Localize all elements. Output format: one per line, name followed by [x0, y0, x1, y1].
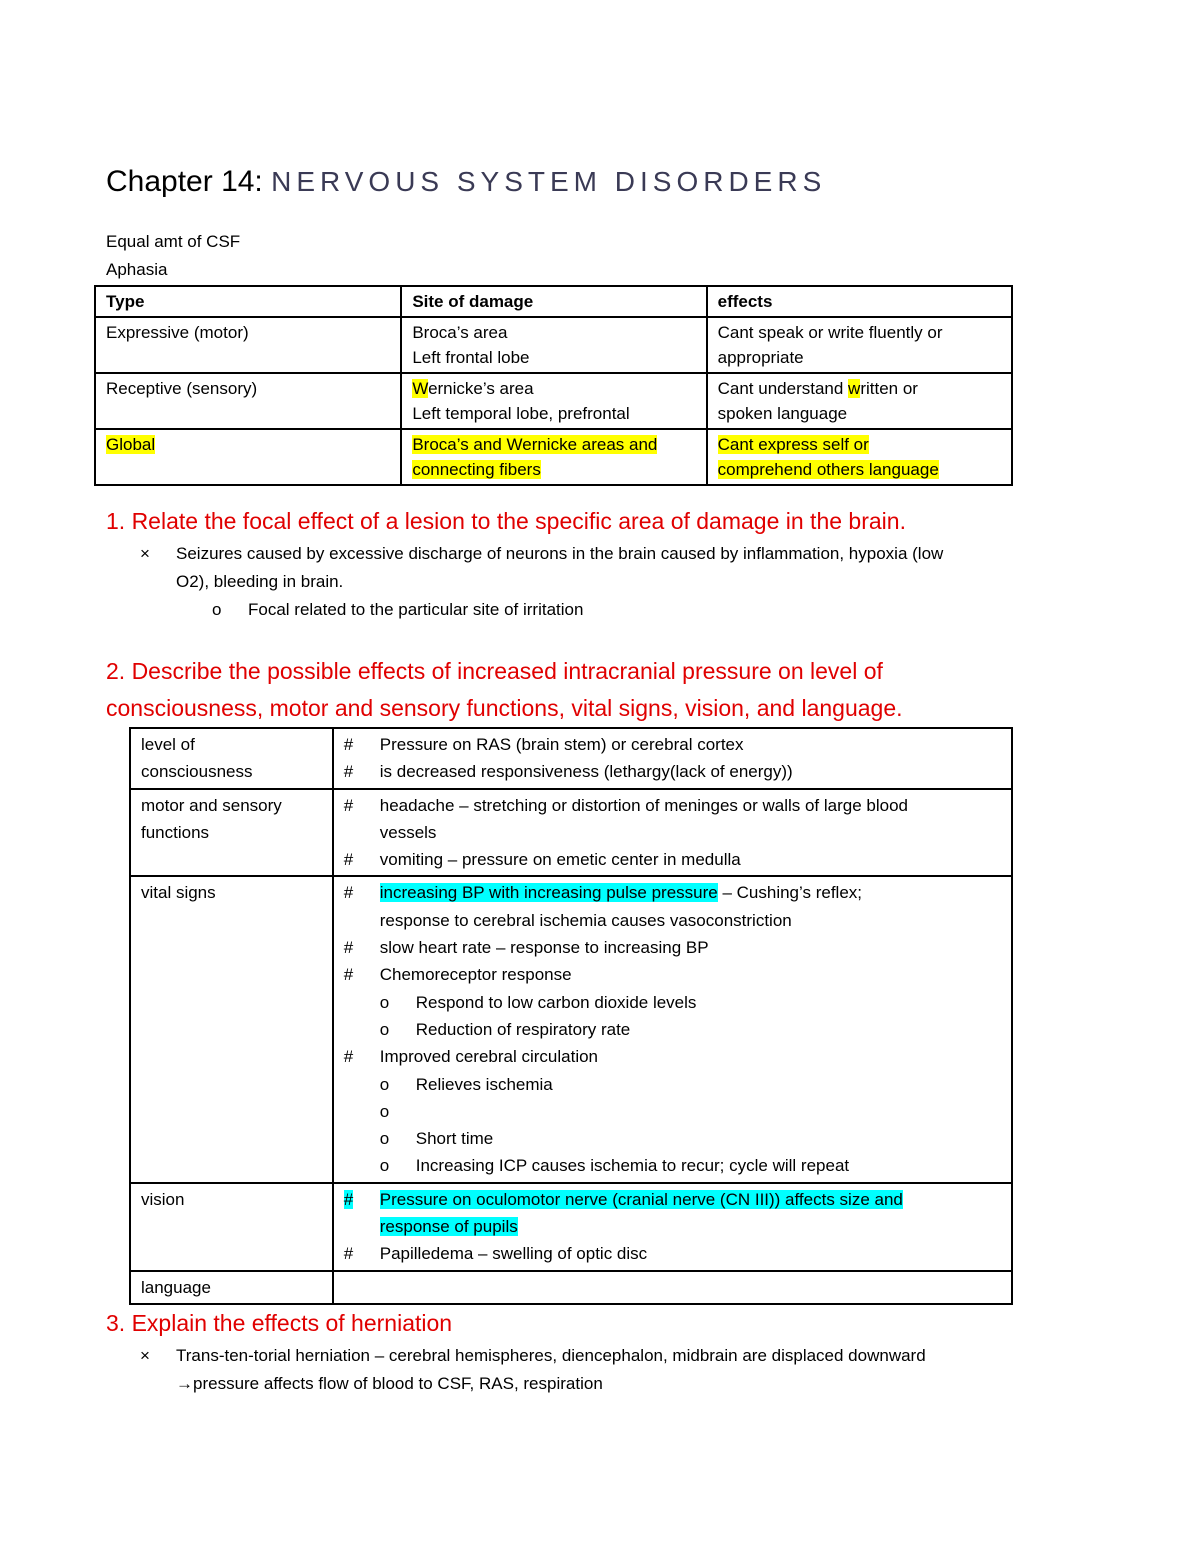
circle-bullet-icon: o: [379, 992, 390, 1012]
bullet-text: Trans-ten-torial herniation – cerebral hemispheres, diencephalon, midbrain are displaced downward: [176, 1346, 926, 1365]
q3-bullet: [140, 1342, 1100, 1398]
highlight: W: [412, 379, 429, 398]
row-content: [333, 728, 1012, 789]
cell-text: spoken language: [717, 404, 848, 423]
table-row: [130, 789, 1012, 877]
table-row: [95, 317, 1012, 373]
circle-bullet-icon: o: [379, 1074, 390, 1094]
bullet-text: headache – stretching or distortion of meninges or walls of large blood: [379, 795, 909, 815]
hash-bullet-icon: #: [343, 1244, 354, 1264]
cell-text: Left temporal lobe, prefrontal: [412, 404, 630, 423]
q1-sub-bullet: [212, 596, 583, 624]
row-label: [130, 789, 333, 877]
hash-bullet-icon: #: [343, 762, 354, 782]
row-label: language: [130, 1271, 333, 1304]
bullet-text: Relieves ischemia: [415, 1074, 553, 1094]
header-effects: effects: [707, 286, 1012, 317]
chapter-label: Chapter 14:: [106, 165, 263, 198]
bullet-text: Papilledema – swelling of optic disc: [379, 1244, 648, 1264]
highlight: increasing BP with increasing pulse pressure: [379, 883, 718, 903]
q1-bullet: [140, 540, 1080, 596]
row-label: vision: [130, 1183, 333, 1271]
bullet-text: is decreased responsiveness (lethargy(lack of energy)): [379, 762, 793, 782]
cell-text: ernicke’s area: [428, 379, 534, 398]
highlight: Cant express self or: [717, 435, 869, 454]
circle-bullet-icon: o: [379, 1101, 390, 1121]
bullet-text: Increasing ICP causes ischemia to recur; cycle will repeat: [415, 1156, 850, 1176]
x-bullet-icon: ×: [140, 544, 150, 563]
bullet-text: O2), bleeding in brain.: [176, 572, 344, 591]
cell-type: [95, 429, 401, 485]
bullet-text: Short time: [415, 1129, 494, 1149]
cell-effects: [707, 429, 1012, 485]
cell-text: Cant understand: [717, 379, 849, 398]
question-2-heading: [106, 653, 1106, 727]
heading-line: 2. Describe the possible effects of increased intracranial pressure on level of: [106, 658, 883, 684]
table-row: [130, 1271, 1012, 1304]
row-content: [333, 789, 1012, 877]
bullet-text: Respond to low carbon dioxide levels: [415, 992, 697, 1012]
page-title: [106, 162, 826, 202]
table-row: [130, 876, 1012, 1182]
intro-line-aphasia: Aphasia: [106, 260, 168, 279]
cell-site: [401, 429, 706, 485]
cell-type: Receptive (sensory): [95, 373, 401, 429]
row-content: [333, 876, 1012, 1182]
cell-text: Left frontal lobe: [412, 348, 530, 367]
hash-bullet-icon: #: [343, 938, 354, 958]
x-bullet-icon: ×: [140, 1346, 150, 1365]
header-type: Type: [95, 286, 401, 317]
highlight: Global: [106, 435, 156, 454]
bullet-text: Pressure on RAS (brain stem) or cerebral cortex: [379, 735, 744, 754]
bullet-text: – Cushing’s reflex;: [717, 883, 862, 903]
circle-bullet-icon: o: [379, 1019, 390, 1039]
hash-bullet-icon: #: [343, 735, 354, 754]
question-1-heading: 1. Relate the focal effect of a lesion to the specific area of damage in the brain.: [106, 508, 906, 534]
hash-bullet-icon: #: [343, 965, 354, 985]
circle-bullet-icon: o: [379, 1156, 390, 1176]
bullet-text: response to cerebral ischemia causes vasoconstriction: [379, 910, 792, 930]
heading-line: consciousness, motor and sensory functions, vital signs, vision, and language.: [106, 695, 903, 721]
cell-effects: [707, 317, 1012, 373]
cell-site: [401, 373, 706, 429]
aphasia-table: [94, 285, 1013, 486]
cell-text: Broca’s area: [412, 323, 508, 342]
cell-type: Expressive (motor): [95, 317, 401, 373]
cell-text: Cant speak or write fluently or: [717, 323, 943, 342]
label-text: functions: [141, 822, 210, 842]
bullet-text: Chemoreceptor response: [379, 965, 572, 985]
circle-bullet-icon: o: [212, 600, 222, 619]
circle-bullet-icon: o: [379, 1129, 390, 1149]
hash-bullet-icon: #: [343, 850, 354, 870]
highlight: connecting fibers: [412, 460, 541, 479]
row-content: [333, 1183, 1012, 1271]
highlight: comprehend others language: [717, 460, 939, 479]
bullet-text: pressure affects flow of blood to CSF, RAS, respiration: [193, 1374, 603, 1393]
bullet-text: [416, 1098, 1001, 1125]
cell-site: [401, 317, 706, 373]
hash-bullet-icon: #: [343, 795, 354, 815]
table-row: [130, 1183, 1012, 1271]
intro-line-csf: Equal amt of CSF: [106, 232, 241, 251]
icp-effects-table: [129, 727, 1013, 1305]
table-header-row: [95, 286, 1012, 317]
hash-bullet-icon: #: [343, 883, 354, 903]
label-text: level of: [141, 735, 195, 754]
bullet-text: Focal related to the particular site of irritation: [248, 600, 584, 619]
row-label: vital signs: [130, 876, 333, 1182]
cell-text: ritten or: [860, 379, 918, 398]
row-content: [333, 1271, 1012, 1304]
header-site: Site of damage: [401, 286, 706, 317]
label-text: consciousness: [141, 762, 253, 782]
bullet-text: Improved cerebral circulation: [379, 1047, 599, 1067]
row-label: [130, 728, 333, 789]
arrow-right-icon: →: [176, 1374, 193, 1393]
highlight: w: [848, 379, 861, 398]
chapter-subtitle: NERVOUS SYSTEM DISORDERS: [271, 166, 827, 197]
bullet-text: Reduction of respiratory rate: [415, 1019, 631, 1039]
label-text: motor and sensory: [141, 795, 282, 815]
highlight: Pressure on oculomotor nerve (cranial nerve (CN III)) affects size and: [379, 1189, 903, 1209]
bullet-text: slow heart rate – response to increasing BP: [379, 938, 709, 958]
bullet-text: vessels: [379, 822, 437, 842]
bullet-text: vomiting – pressure on emetic center in medulla: [379, 850, 741, 870]
cell-effects: [707, 373, 1012, 429]
highlight: response of pupils: [379, 1217, 518, 1237]
question-3-heading: 3. Explain the effects of herniation: [106, 1310, 453, 1336]
table-row: [130, 728, 1012, 789]
table-row: [95, 373, 1012, 429]
highlight: Broca’s and Wernicke areas and: [412, 435, 658, 454]
hash-bullet-icon: #: [343, 1047, 354, 1067]
hash-bullet-icon: #: [343, 1189, 354, 1209]
bullet-text: Seizures caused by excessive discharge of neurons in the brain caused by inflammation, hypoxia (low: [176, 544, 944, 563]
table-row: [95, 429, 1012, 485]
cell-text: appropriate: [717, 348, 804, 367]
